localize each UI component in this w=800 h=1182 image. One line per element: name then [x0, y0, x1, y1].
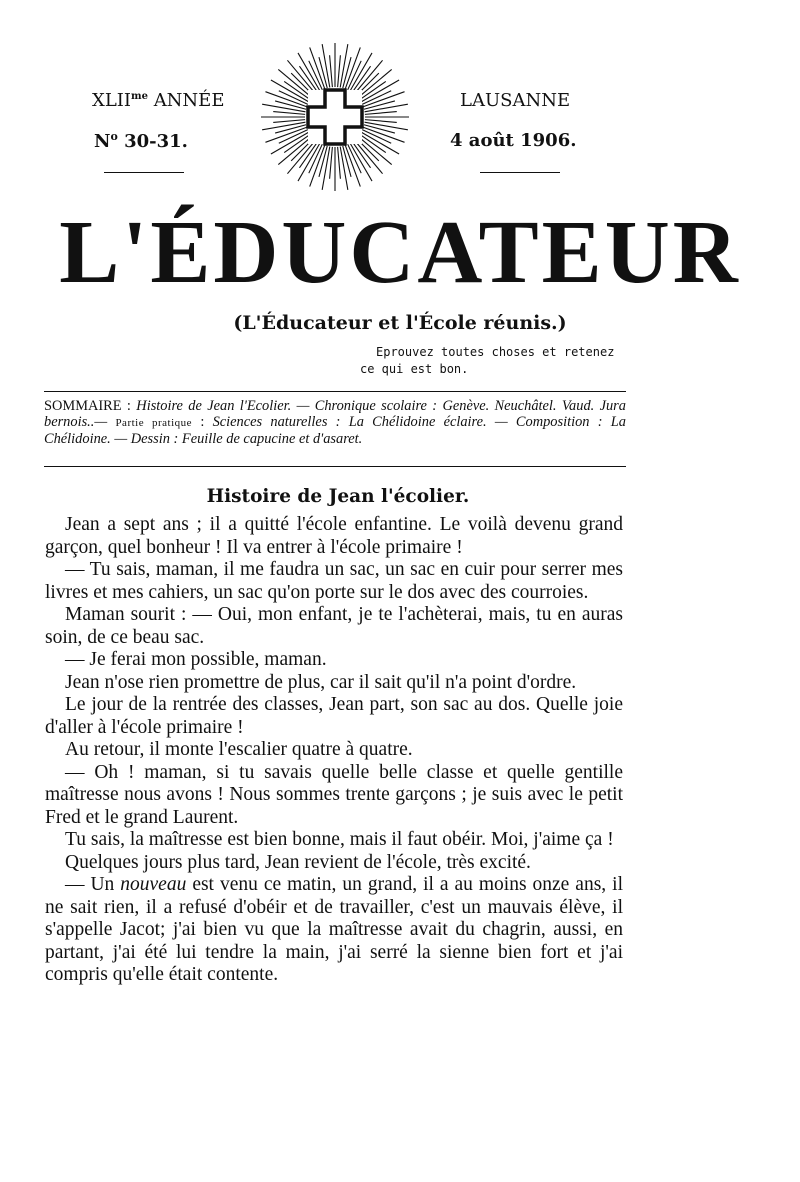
issue-prefix: N — [94, 131, 111, 152]
sun-ray — [365, 122, 408, 130]
sun-ray — [338, 147, 341, 179]
sun-ray — [262, 104, 305, 112]
paragraph: — Tu sais, maman, il me faudra un sac, un sac en cuir pour serrer mes livres et mes cahiers, un sac qu'on porte sur le dos avec des courroies. — [45, 559, 623, 603]
sun-ray — [338, 55, 341, 87]
paragraph-last — [45, 874, 623, 987]
sun-ray — [360, 134, 386, 152]
sun-ray — [330, 147, 333, 179]
year-sup: me — [131, 91, 148, 102]
sun-ray — [352, 142, 370, 168]
sun-ray — [273, 112, 305, 115]
header-left-rule — [104, 172, 184, 173]
sun-ray — [365, 104, 408, 112]
paragraph: — Oh ! maman, si tu savais quelle belle classe et quelle gentille maîtresse nous avons ! Nous sommes trente garçons ; je suis avec le petit Fred et le grand Laurent. — [45, 761, 623, 828]
swiss-cross-icon — [260, 42, 410, 192]
sun-ray — [365, 112, 397, 115]
issue-sup: o — [110, 130, 118, 143]
sommaire-colon: : — [192, 414, 213, 430]
sun-ray — [299, 66, 317, 92]
motto-line-1: Eprouvez toutes choses et retenez — [376, 345, 615, 359]
sun-ray — [322, 44, 330, 87]
issue-value: 30-31. — [124, 131, 188, 152]
sun-ray — [330, 55, 333, 87]
sommaire-partie-pratique: Partie pratique — [115, 417, 193, 429]
sommaire-bottom-rule — [44, 466, 626, 467]
article-body — [45, 514, 623, 987]
sun-ray — [299, 142, 317, 168]
paragraph: Tu sais, la maîtresse est bien bonne, mais il faut obéir. Moi, j'aime ça ! — [65, 829, 614, 850]
issue-date: 4 août 1906. — [450, 130, 577, 151]
masthead-title: L'ÉDUCATEUR — [59, 203, 741, 302]
sommaire-item-histoire: Histoire de Jean l'Ecolier. — [136, 398, 292, 414]
article-title: Histoire de Jean l'écolier. — [206, 486, 470, 507]
year-word: ANNÉE — [153, 90, 225, 111]
sommaire-label: SOMMAIRE : — [44, 398, 131, 414]
sommaire — [44, 398, 626, 447]
sun-ray — [322, 147, 330, 190]
paragraph: Jean a sept ans ; il a quitté l'école enfantine. Le voilà devenu grand garçon, quel bonheur ! Il va entrer à l'école primaire ! — [45, 514, 623, 558]
paragraph: Le jour de la rentrée des classes, Jean part, son sac au dos. Quelle joie d'aller à l'école primaire ! — [45, 694, 623, 738]
issue-number — [94, 130, 188, 152]
sun-ray — [340, 147, 348, 190]
sun-ray — [340, 44, 348, 87]
sun-ray — [352, 66, 370, 92]
sommaire-item-sciences: Sciences naturelles : La Chélidoine éclaire. — Composition : La Chélidoine. — Dessin : Feuille de capucine et d'asaret. — [44, 414, 626, 447]
city-label: LAUSANNE — [460, 90, 571, 111]
sun-ray — [360, 81, 386, 99]
sun-ray — [262, 122, 305, 130]
sunburst-emblem — [260, 42, 410, 192]
last-para-italic: nouveau — [120, 874, 187, 895]
paragraph: Jean n'ose rien promettre de plus, car il sait qu'il n'a point d'ordre. — [65, 671, 577, 693]
year-roman: XLII — [92, 90, 131, 111]
last-para-rest: est venu ce matin, un grand, il a au moins onze ans, il ne sait rien, il a refusé d'obéir et de travailler, c'est un mauvais élève, il s'appelle Jacot; j'ai bien vu que la maîtresse avait du chagrin, aussi, en partant, j'ai été lui tendre la main, j'ai serré la sienne bien fort et j'ai compris qu'elle était contente. — [45, 874, 623, 985]
header-right-rule — [480, 172, 560, 173]
sun-ray — [284, 134, 310, 152]
sun-ray — [284, 81, 310, 99]
year-label — [92, 90, 224, 111]
motto-line-2: ce qui est bon. — [360, 362, 469, 376]
last-para-start: — Un — [65, 874, 121, 895]
paragraph: Au retour, il monte l'escalier quatre à quatre. — [65, 739, 413, 760]
sommaire-item-chronique: — Chronique scolaire : Genève. Neuchâtel. Vaud. Jura bernois.. — [44, 398, 626, 430]
sun-ray — [273, 120, 305, 123]
paragraph: Maman sourit : — Oui, mon enfant, je te l'achèterai, mais, tu en auras soin, de ce beau sac. — [45, 604, 623, 648]
motto — [360, 344, 614, 378]
masthead-subtitle: (L'Éducateur et l'École réunis.) — [233, 312, 567, 334]
sun-ray — [365, 120, 397, 123]
paragraph: Quelques jours plus tard, Jean revient de l'école, très excité. — [65, 851, 531, 873]
sommaire-sep: — — [94, 414, 116, 430]
sommaire-top-rule — [44, 391, 626, 392]
paragraph: — Je ferai mon possible, maman. — [65, 649, 327, 670]
